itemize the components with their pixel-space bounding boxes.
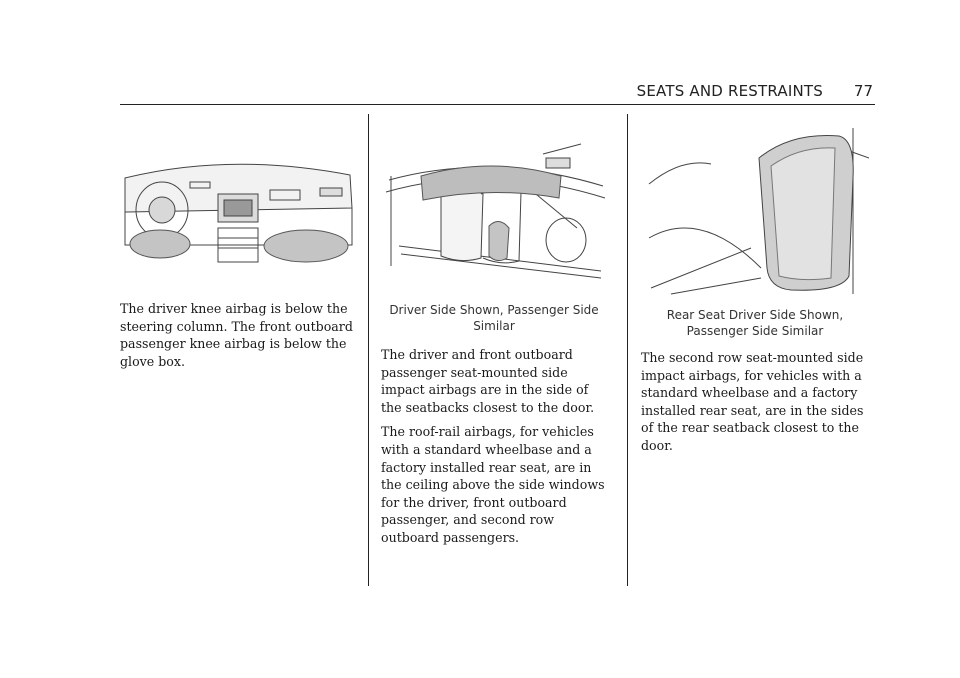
body-paragraph: The second row seat-mounted side impact airbags, for vehicles with a standard wheelbase and a factory installed rear seat, are in the sides of the rear seatback closest to the door. bbox=[641, 350, 864, 453]
page-header bbox=[120, 80, 875, 105]
column-1 bbox=[120, 150, 355, 370]
seat-side-airbag-illustration bbox=[381, 136, 607, 291]
knee-airbag-illustration bbox=[120, 150, 355, 270]
column-divider-2 bbox=[627, 114, 628, 586]
body-paragraph: The roof-rail airbags, for vehicles with a standard wheelbase and a factory installed rear seat, are in the ceiling above the side windows for the driver, front outboard passenger, and second row outboard passengers. bbox=[381, 424, 605, 545]
column-3 bbox=[641, 118, 869, 455]
body-paragraph: The driver and front outboard passenger seat-mounted side impact airbags are in the side of the seatbacks closest to the door. bbox=[381, 347, 595, 415]
section-title: SEATS AND RESTRAINTS bbox=[636, 82, 823, 100]
column-2 bbox=[381, 136, 607, 547]
figure-caption: Driver Side Shown, Passenger Side Similar bbox=[389, 303, 599, 333]
rear-seat-airbag-illustration bbox=[641, 118, 869, 298]
figure-caption: Rear Seat Driver Side Shown, Passenger Side Similar bbox=[666, 308, 844, 338]
body-paragraph: The driver knee airbag is below the steering column. The front outboard passenger knee airbag is below the glove box. bbox=[120, 301, 353, 369]
page-number: 77 bbox=[853, 82, 873, 100]
column-divider-1 bbox=[368, 114, 369, 586]
